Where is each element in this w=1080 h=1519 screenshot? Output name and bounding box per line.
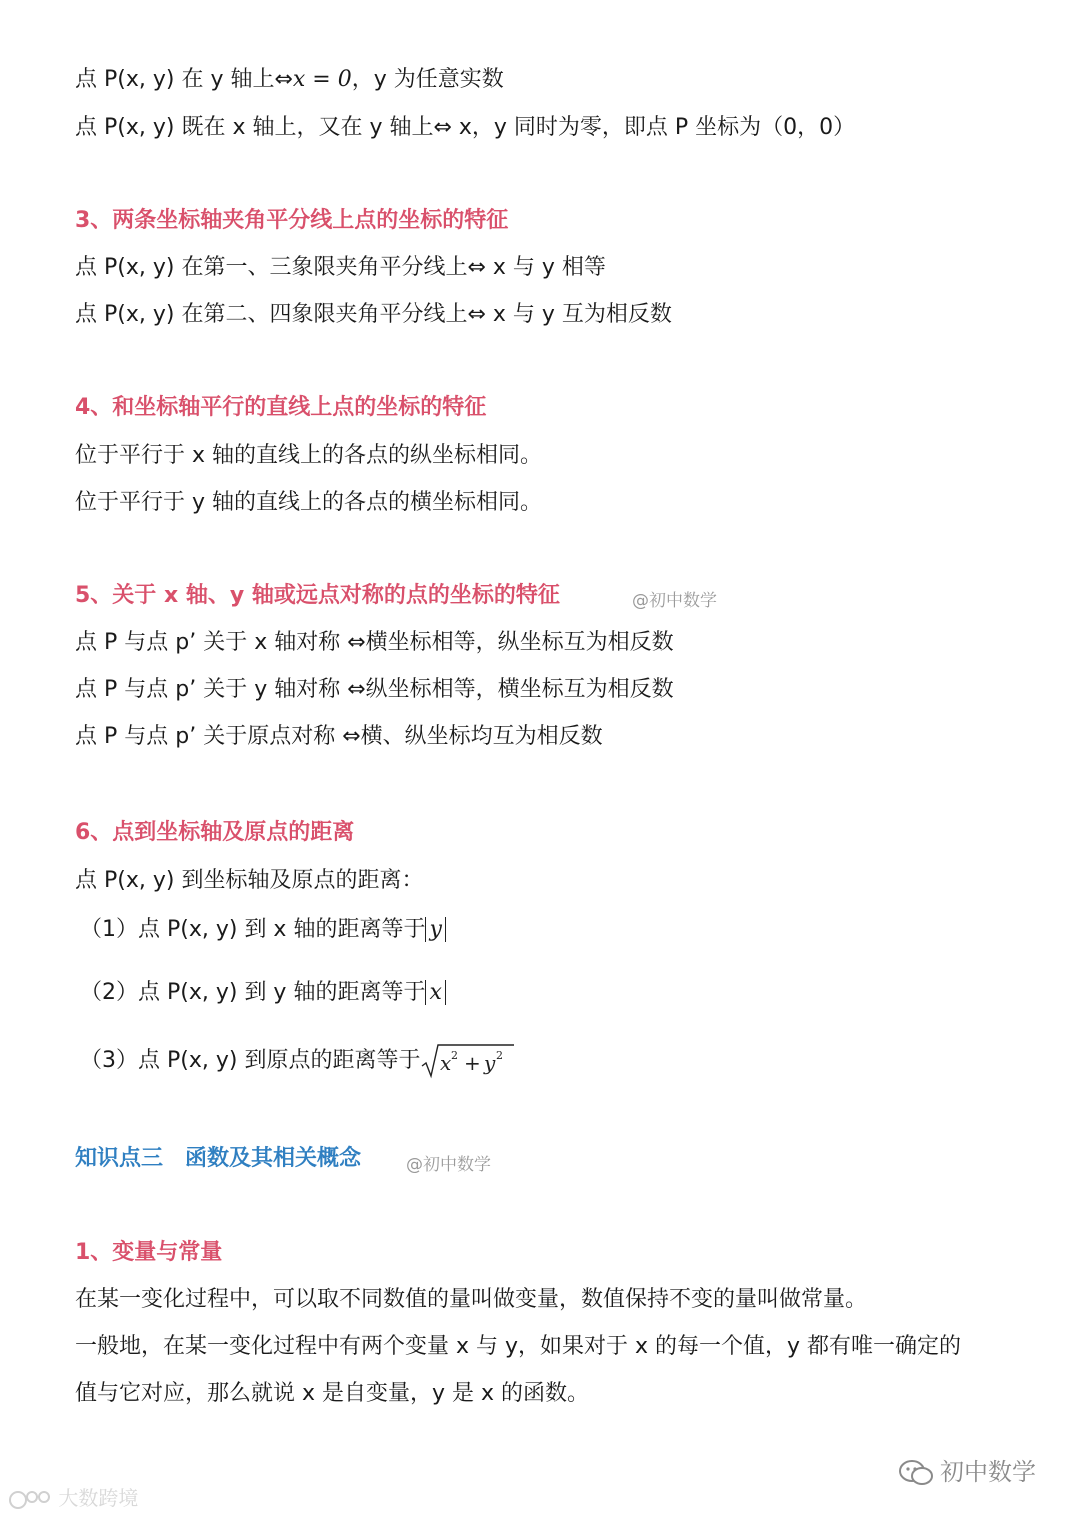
line-distance-origin [80, 1042, 516, 1082]
line-function-def-2: 值与它对应，那么就说 x 是自变量，y 是 x 的函数。 [75, 1381, 590, 1406]
line-distance-x [80, 914, 446, 946]
heading-5 [75, 580, 560, 612]
sqrt-formula [420, 1042, 516, 1080]
line-parallel-x: 位于平行于 x 轴的直线上的各点的纵坐标相同。 [75, 443, 543, 468]
watermark-logo-icon [8, 1488, 52, 1512]
heading-4: 4、和坐标轴平行的直线上点的坐标的特征 [75, 395, 487, 420]
math-expression: x = 0 [292, 67, 352, 92]
line-parallel-y: 位于平行于 y 轴的直线上的各点的横坐标相同。 [75, 490, 543, 515]
line-y-axis [75, 64, 504, 96]
watermark-right-text: 初中数学 [940, 1458, 1036, 1486]
heading-tag: @初中数学 [632, 591, 717, 611]
line-bisector-2-4: 点 P(x, y) 在第二、四象限夹角平分线上⇔ x 与 y 互为相反数 [75, 302, 672, 327]
knowledge-point-3: 知识点三 函数及其相关概念 [75, 1146, 362, 1171]
svg-text:+: + [464, 1051, 482, 1075]
line-symmetric-origin: 点 P 与点 p’ 关于原点对称 ⇔横、纵坐标均互为相反数 [75, 724, 603, 749]
line-function-def-1: 一般地，在某一变化过程中有两个变量 x 与 y，如果对于 x 的每一个值，y 都有唯一确定的 [75, 1334, 962, 1359]
line-text: （3）点 P(x, y) 到原点的距离等于 [80, 1048, 421, 1073]
line-symmetric-x: 点 P 与点 p’ 关于 x 轴对称 ⇔横坐标相等，纵坐标互为相反数 [75, 630, 674, 655]
line-distance-y [80, 977, 446, 1009]
line-distance-intro: 点 P(x, y) 到坐标轴及原点的距离： [75, 868, 424, 893]
line-origin: 点 P(x, y) 既在 x 轴上，又在 y 轴上⇔ x，y 同时为零，即点 P 坐标为（0，0） [75, 115, 856, 140]
line-text: （1）点 P(x, y) 到 x 轴的距离等于 [80, 917, 426, 942]
heading-3: 3、两条坐标轴夹角平分线上点的坐标的特征 [75, 208, 509, 233]
watermark-right [898, 1452, 1036, 1488]
wechat-icon [898, 1458, 934, 1488]
math-abs-x: x [425, 980, 445, 1005]
line-text: ，y 为任意实数 [351, 67, 504, 92]
svg-text:2: 2 [451, 1049, 459, 1062]
svg-text:y: y [484, 1051, 496, 1075]
line-text: 点 P(x, y) 在 y 轴上⇔ [75, 67, 293, 92]
line-text: （2）点 P(x, y) 到 y 轴的距离等于 [80, 980, 426, 1005]
math-abs-y: y [425, 917, 445, 942]
watermark-left [8, 1482, 138, 1512]
svg-text:x: x [440, 1051, 452, 1075]
line-symmetric-y: 点 P 与点 p’ 关于 y 轴对称 ⇔纵坐标相等，横坐标互为相反数 [75, 677, 674, 702]
svg-text:2: 2 [496, 1049, 504, 1062]
heading-1: 1、变量与常量 [75, 1240, 223, 1265]
line-variable-def: 在某一变化过程中，可以取不同数值的量叫做变量，数值保持不变的量叫做常量。 [75, 1287, 868, 1312]
knowledge-point-tag: @初中数学 [406, 1155, 491, 1175]
heading-text: 5、关于 x 轴、y 轴或远点对称的点的坐标的特征 [75, 583, 560, 608]
heading-6: 6、点到坐标轴及原点的距离 [75, 820, 355, 845]
watermark-left-text: 大数跨境 [58, 1486, 139, 1510]
line-bisector-1-3: 点 P(x, y) 在第一、三象限夹角平分线上⇔ x 与 y 相等 [75, 255, 606, 280]
